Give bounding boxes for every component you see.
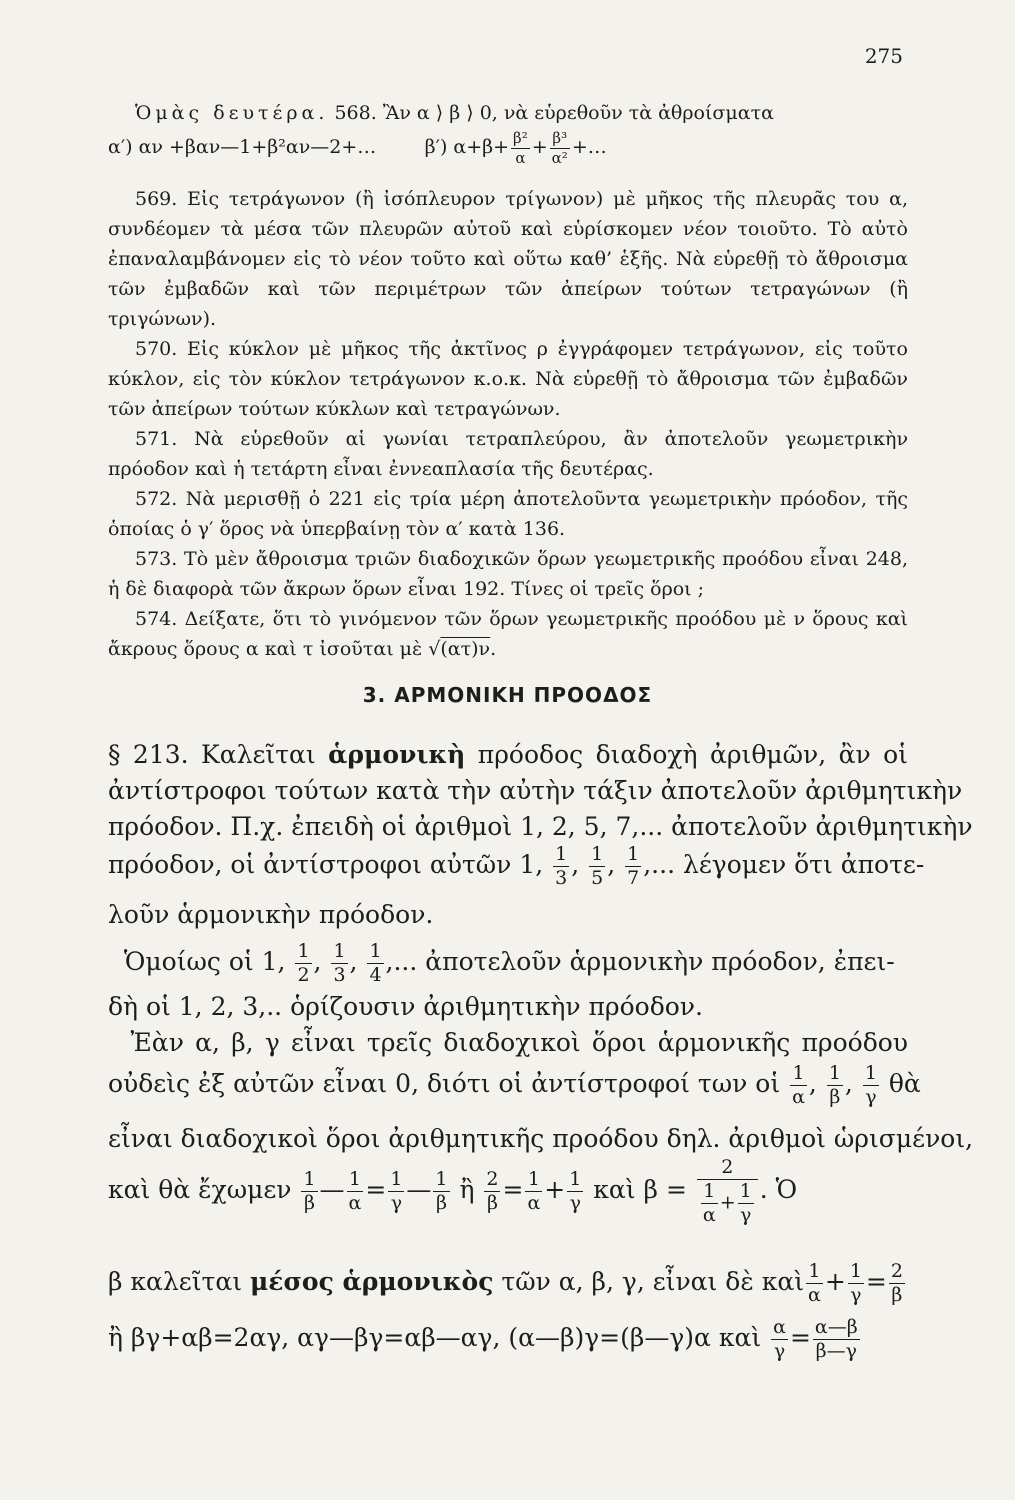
- s213-line-12: β καλεῖται μέσος ἁρμονικὸς τῶν α, β, γ, εἶναι δὲ καὶ $\frac{1}{\alpha}$ + $\frac{1}{\gamma}$ = $\frac{2}{\beta}$: [108, 1260, 903, 1306]
- fraction: $\frac{\text{β³}}{\text{α²}}$: [551, 128, 568, 167]
- s213-line-8: Ἐὰν α, β, γ εἶναι τρεῖς διαδοχικοὶ ὅροι ἁρμονικῆς προόδου: [130, 1028, 908, 1057]
- s213-line-6: Ὁμοίως οἱ 1, $\frac{1}{2}$ , $\frac{1}{3}$ , $\frac{1}{4}$ ,... ἀποτελοῦν ἁρμονικὴν πρόοδον, ἐπει-: [123, 940, 895, 986]
- s213-line-10: εἶναι διαδοχικοὶ ὅροι ἀριθμητικῆς προόδου δηλ. ἀριθμοὶ ὡρισμένοι,: [108, 1124, 974, 1153]
- s213-line-13: ἢ βγ+αβ=2αγ, αγ—βγ=αβ—αγ, (α—β)γ=(β—γ)α καὶ $\frac{\alpha}{\gamma}$ = $\frac{\alpha—\beta}{\beta—\gamma}$: [108, 1316, 858, 1362]
- s213-line-1: § 213. Καλεῖται ἁρμονικὴ πρόοδος διαδοχὴ ἀριθμῶν, ἂν οἱ: [108, 740, 908, 769]
- s213-line-5: λοῦν ἁρμονικὴν πρόοδον.: [108, 900, 434, 929]
- formula-b: β′) α+β+: [424, 136, 510, 158]
- fraction: $\frac{\text{β²}}{\alpha}$: [513, 128, 528, 167]
- group-label: Ὁμὰς δευτέρα.: [135, 102, 329, 124]
- harmonic-mean-fraction: 2 $\frac{1}{\alpha}$ + $\frac{1}{\gamma}$: [697, 1158, 758, 1225]
- term-harmonic-mean: μέσος ἁρμονικὸς: [249, 1267, 494, 1296]
- problem-572: 572. Νὰ μερισθῇ ὁ 221 εἰς τρία μέρη ἀποτελοῦντα γεωμετρικὴν πρόοδον, τῆς ὁποίας ὁ γ′ ὅρος νὰ ὑπερβαίνῃ τὸν α′ κατὰ 136.: [108, 488, 908, 540]
- section-heading: 3. ΑΡΜΟΝΙΚΗ ΠΡΟΟΔΟΣ: [362, 683, 653, 707]
- formula-a: α′) αν +βαν—1+β²αν—2+…: [108, 136, 377, 158]
- s213-line-7: δὴ οἱ 1, 2, 3,.. ὁρίζουσιν ἀριθμητικὴν πρόοδον.: [108, 992, 703, 1021]
- term-harmonic: ἁρμονικὴ: [328, 740, 466, 769]
- problems-section: [108, 98, 908, 664]
- s213-line-3: πρόοδον. Π.χ. ἐπειδὴ οἱ ἀριθμοὶ 1, 2, 5, 7,... ἀποτελοῦν ἀριθμητικὴν: [108, 812, 973, 841]
- problem-571: 571. Νὰ εὑρεθοῦν αἱ γωνίαι τετραπλεύρου, ἂν ἀποτελοῦν γεωμετρικὴν πρόοδον καὶ ἡ τετάρτη εἶναι ἐννεαπλασία τῆς δευτέρας.: [108, 428, 908, 480]
- problem-569: 569. Εἰς τετράγωνον (ἢ ἰσόπλευρον τρίγωνον) μὲ μῆκος τῆς πλευρᾶς του α, συνδέομεν τὰ μέσα τῶν πλευρῶν αὐτοῦ καὶ εὑρίσκομεν νέον τοιοῦτο. Τὸ αὐτὸ ἐπαναλαμβάνομεν εἰς τὸ νέον τοῦτο καὶ οὕτω καθ’ ἑξῆς. Νὰ εὑρεθῇ τὸ ἄθροισμα τῶν ἐμβαδῶν καὶ τῶν περιμέτρων τῶν ἀπείρων τούτων τετραγώνων (ἢ τριγώνων).: [108, 188, 908, 330]
- page-number: 275: [864, 44, 903, 68]
- s213-line-2: ἀντίστροφοι τούτων κατὰ τὴν αὐτὴν τάξιν ἀποτελοῦν ἀριθμητικὴν: [108, 776, 963, 805]
- s213-line-9: οὐδεὶς ἐξ αὐτῶν εἶναι 0, διότι οἱ ἀντίστροφοί των οἱ $\frac{1}{\alpha}$ , $\frac{1}{\beta}$ , $\frac{1}{\gamma}$ θὰ: [108, 1062, 921, 1108]
- problem-568-formulas: α′) αν +βαν—1+β²αν—2+… β′) α+β+ $\frac{\text{β²}}{\alpha}$ + $\frac{\text{β³}}{\text{α²}}$ +…: [108, 128, 607, 167]
- square-root: √(ατ)ν: [428, 638, 491, 660]
- problem-573: 573. Τὸ μὲν ἄθροισμα τριῶν διαδοχικῶν ὅρων γεωμετρικῆς προόδου εἶναι 248, ἡ δὲ διαφορὰ τῶν ἄκρων ὅρων εἶναι 192. Τίνες οἱ τρεῖς ὅροι ;: [108, 548, 908, 600]
- problem-568-intro: [108, 98, 908, 128]
- s213-line-11: καὶ θὰ ἔχωμεν $\frac{1}{\beta}$ — $\frac{1}{\alpha}$ = $\frac{1}{\gamma}$ — $\frac{1}{\beta}$ ἢ $\frac{2}{\beta}$ = $\frac{1}{\alpha}$ + $\frac{1}{\gamma}$ καὶ β = 2 $\frac{1}{\alpha}$ + $\frac{1}{\gamma}$ . Ὁ: [108, 1156, 798, 1226]
- s213-line-4: πρόοδον, οἱ ἀντίστροφοι αὐτῶν 1, $\frac{1}{3}$ , $\frac{1}{5}$ , $\frac{1}{7}$ ,... λέγομεν ὅτι ἀποτε-: [108, 843, 925, 889]
- problem-574: 574. Δείξατε, ὅτι τὸ γινόμενον τῶν ὅρων γεωμετρικῆς προόδου μὲ ν ὅρους καὶ ἄκρους ὅρους α καὶ τ ἰσοῦται μὲ √(ατ)ν.: [108, 608, 908, 660]
- problem-568-text: 568. Ἂν α ⟩ β ⟩ 0, νὰ εὑρεθοῦν τὰ ἀθροίσματα: [334, 102, 774, 124]
- problem-570: 570. Εἰς κύκλον μὲ μῆκος τῆς ἀκτῖνος ρ ἐγγράφομεν τετράγωνον, εἰς τοῦτο κύκλον, εἰς τὸν κύκλον τετράγωνον κ.ο.κ. Νὰ εὑρεθῇ τὸ ἄθροισμα τῶν ἐμβαδῶν τῶν ἀπείρων τούτων κύκλων καὶ τετραγώνων.: [108, 338, 908, 420]
